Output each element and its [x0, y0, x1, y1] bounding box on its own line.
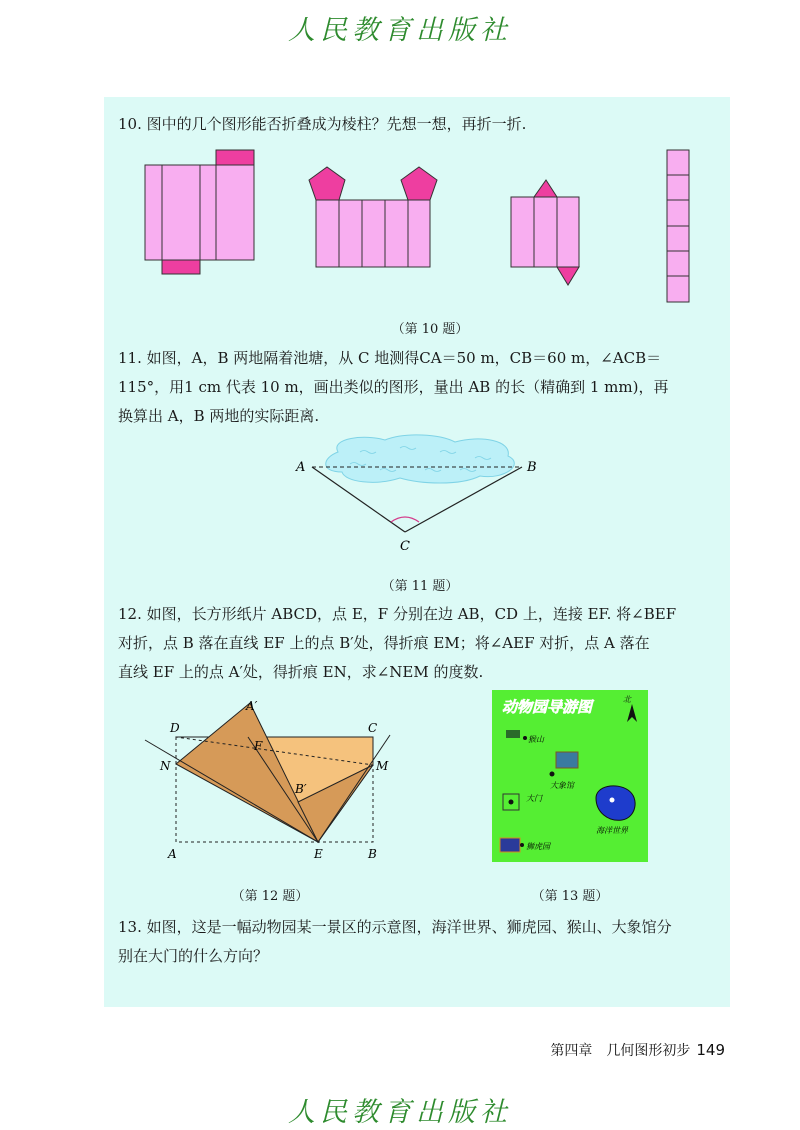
- label-n: N: [160, 759, 171, 773]
- problem-13-line-1: 如图，这是一幅动物园某一景区的示意图，海洋世界、狮虎园、猴山、大象馆分: [146, 918, 672, 936]
- problem-12-line-2: 对折，点 B 落在直线 EF 上的点 B′处，得折痕 EM；将∠AEF 对折，点 A 落在: [118, 634, 650, 652]
- problem-11-line-3: 换算出 A，B 两地的实际距离.: [118, 407, 320, 425]
- lion-park-label: 狮虎园: [526, 842, 550, 851]
- problem-11-line-1: 如图，A，B 两地隔着池塘，从 C 地测得CA＝50 m，CB＝60 m，∠ACB＝: [146, 349, 662, 367]
- page-number: 149: [696, 1041, 725, 1059]
- net-3-body: [511, 197, 579, 267]
- label-b: B: [527, 460, 537, 475]
- problem-12-text: [118, 600, 718, 687]
- net-3-bottom-triangle: [557, 267, 579, 285]
- page-footer: [550, 1040, 725, 1060]
- label-b: B: [368, 847, 377, 861]
- label-c: C: [368, 721, 378, 735]
- label-e: E: [314, 847, 323, 861]
- figure-11-pond: [290, 430, 550, 555]
- problem-10-statement: 图中的几个图形能否折叠成为棱柱？先想一想，再折一折.: [146, 115, 527, 133]
- gate-label: 大门: [526, 794, 542, 803]
- north-arrow-icon: [627, 704, 637, 722]
- pond-shape: [326, 435, 515, 483]
- monkey-hill-icon: [506, 730, 520, 738]
- chapter-title: 第四章 几何图形初步: [550, 1043, 691, 1059]
- net-1-bottom-face: [162, 260, 200, 274]
- problem-12-line-3: 直线 EF 上的点 A′处，得折痕 EN，求∠NEM 的度数.: [118, 663, 484, 681]
- problem-12-line-1: 如图，长方形纸片 ABCD，点 E，F 分别在边 AB，CD 上，连接 EF. 将∠BEF: [146, 605, 677, 623]
- label-f: F: [254, 739, 263, 753]
- label-m: M: [376, 759, 389, 773]
- net-3-top-triangle: [534, 180, 557, 197]
- zoo-map: [492, 690, 648, 862]
- map-title: 动物园导游图: [502, 698, 593, 716]
- problem-11-number: 11.: [118, 349, 142, 367]
- problem-13-line-2: 别在大门的什么方向？: [118, 947, 269, 965]
- net-2: [309, 167, 437, 267]
- label-a: A: [168, 847, 177, 861]
- caption-12: （第 12 题）: [231, 889, 309, 904]
- ocean-world-label: 海洋世界: [596, 826, 628, 835]
- monkey-hill-label: 猴山: [528, 735, 544, 744]
- net-3: [511, 180, 579, 285]
- problem-11-line-2: 115°，用1 cm 代表 10 m，画出类似的图形，量出 AB 的长（精确到 1 mm)，再: [118, 378, 669, 396]
- label-a-prime: A′: [246, 699, 258, 713]
- net-2-pentagon-left: [309, 167, 345, 200]
- net-2-body: [316, 200, 430, 267]
- label-a: A: [296, 460, 306, 475]
- zoo-map-drawing: [492, 690, 648, 862]
- elephant-house-label: 大象馆: [550, 781, 574, 790]
- figure-10-prism-nets: [140, 145, 700, 310]
- angle-c-arc: [391, 517, 419, 522]
- lion-park-icon: [500, 838, 520, 852]
- publisher-watermark-top: 人民教育出版社: [288, 15, 512, 46]
- problem-10-number: 10.: [118, 115, 142, 133]
- problem-10-text: [118, 110, 718, 139]
- label-c: C: [400, 539, 410, 554]
- figure-12-folding: [140, 695, 400, 865]
- net-1: [145, 150, 254, 274]
- problem-13-text: [118, 913, 718, 971]
- net-4: [667, 150, 689, 302]
- net-2-pentagon-right: [401, 167, 437, 200]
- problem-13-number: 13.: [118, 918, 142, 936]
- ocean-world-icon: [596, 786, 635, 820]
- label-d: D: [170, 721, 180, 735]
- net-1-top-face: [216, 150, 254, 165]
- caption-11: （第 11 题）: [381, 579, 459, 594]
- publisher-watermark-bottom: 人民教育出版社: [288, 1097, 512, 1128]
- elephant-house-icon: [556, 752, 578, 768]
- caption-13: （第 13 题）: [531, 889, 609, 904]
- problem-12-number: 12.: [118, 605, 142, 623]
- problem-11-text: [118, 344, 718, 431]
- caption-10: （第 10 题）: [391, 322, 469, 337]
- north-label: 北: [623, 695, 631, 704]
- label-b-prime: B′: [295, 782, 307, 796]
